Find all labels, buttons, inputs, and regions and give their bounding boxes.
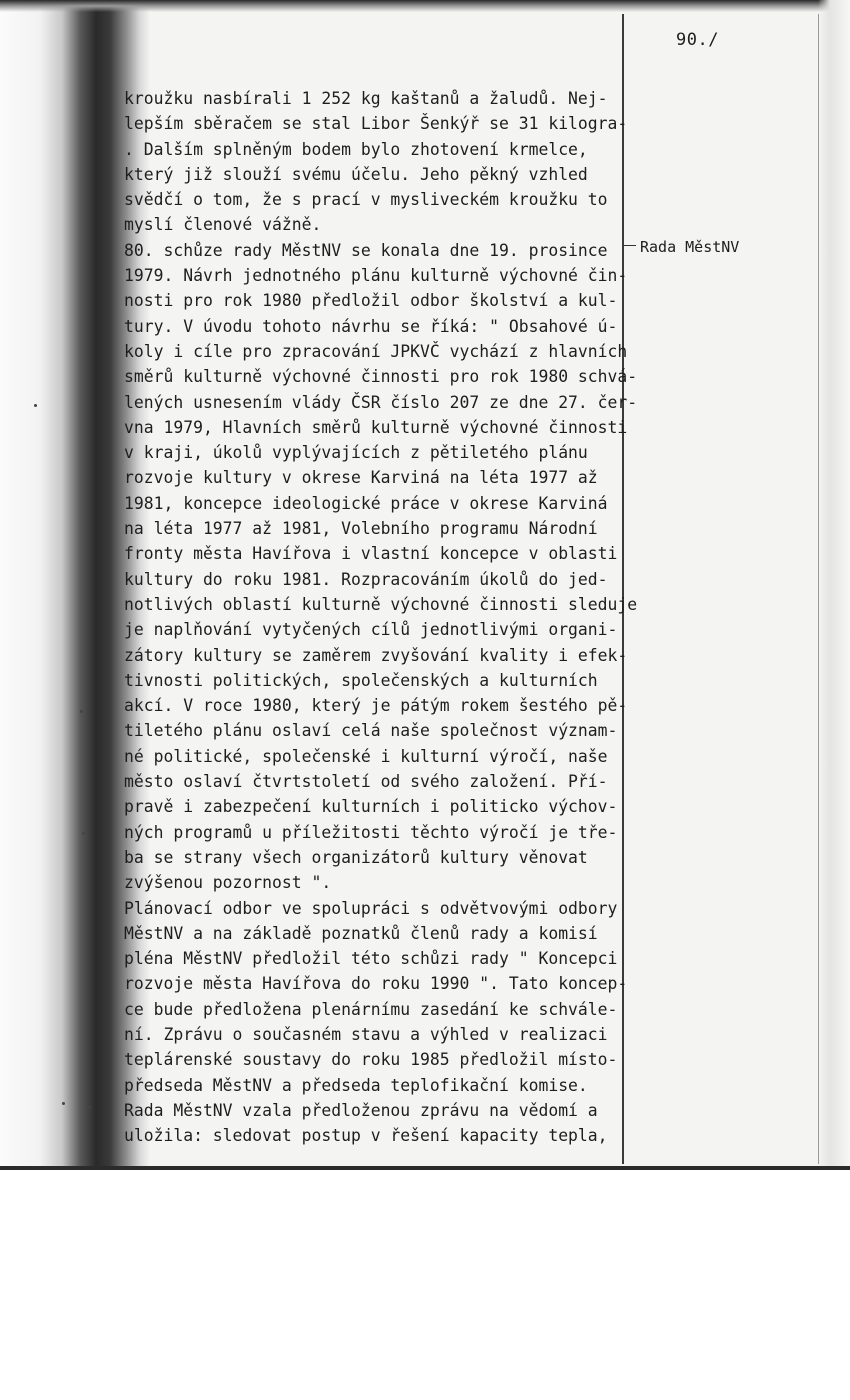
text-line: 80. schůze rady MěstNV se konala dne 19. prosince [124, 240, 608, 260]
text-line: . Dalším splněným bodem bylo zhotovení krmelce, [124, 139, 588, 159]
text-line: rozvoje města Havířova do roku 1990 ". Tato koncep- [124, 974, 628, 994]
text-line: směrů kulturně výchovné činnosti pro rok 1980 schvá- [124, 367, 638, 387]
text-line: nosti pro rok 1980 předložil odbor školství a kul- [124, 291, 618, 311]
text-line: na léta 1977 až 1981, Volebního programu Národní [124, 519, 598, 539]
text-line: zvýšenou pozornost ". [124, 873, 332, 893]
outer-margin-rule [818, 14, 819, 1164]
text-line: né politické, společenské i kulturní výročí, naše [124, 746, 608, 766]
text-line: teplárenské soustavy do roku 1985 předložil místo- [124, 1050, 618, 1070]
text-line: ných programů u příležitosti těchto výročí je tře- [124, 822, 618, 842]
text-line: uložila: sledovat postup v řešení kapacity tepla, [124, 1126, 608, 1146]
text-line: tiletého plánu oslaví celá naše společnost význam- [124, 721, 618, 741]
text-line: tivnosti politických, společenských a kulturních [124, 670, 598, 690]
text-line: město oslaví čtvrtstoletí od svého založení. Pří- [124, 772, 608, 792]
text-line: který již slouží svému účelu. Jeho pěkný vzhled [124, 164, 588, 184]
text-line: fronty města Havířova i vlastní koncepce v oblasti [124, 544, 618, 564]
text-line: předseda MěstNV a předseda teplofikační komise. [124, 1075, 588, 1095]
margin-note: Rada MěstNV [640, 238, 740, 256]
text-line: lených usnesením vlády ČSR číslo 207 ze dne 27. čer- [124, 392, 638, 412]
top-edge-shadow [0, 0, 850, 12]
text-line: zátory kultury se zaměrem zvyšování kvality i efek- [124, 645, 628, 665]
text-line: v kraji, úkolů vyplývajících z pětiletého plánu [124, 443, 588, 463]
text-line: 1981, koncepce ideologické práce v okrese Karviná [124, 493, 608, 513]
text-line: myslí členové vážně. [124, 215, 322, 235]
text-line: ní. Zprávu o současném stavu a výhled v realizaci [124, 1024, 608, 1044]
scan-specks [28, 380, 108, 1140]
text-line: koly i cíle pro zpracování JPKVČ vychází z hlavních [124, 341, 628, 361]
text-line: tury. V úvodu tohoto návrhu se říká: " Obsahové ú- [124, 316, 618, 336]
text-line: MěstNV a na základě poznatků členů rady a komisí [124, 923, 598, 943]
text-line: lepším sběračem se stal Libor Šenkýř se 31 kilogra- [124, 114, 628, 134]
text-line: 1979. Návrh jednotného plánu kulturně výchovné čin- [124, 266, 628, 286]
page-bottom-edge [0, 1166, 850, 1170]
text-line: Rada MěstNV vzala předloženou zprávu na vědomí a [124, 1100, 598, 1120]
text-line: Plánovací odbor ve spolupráci s odvětvovými odbory [124, 898, 618, 918]
text-line: pléna MěstNV předložil této schůzi rady " Koncepci [124, 949, 618, 969]
text-line: notlivých oblastí kulturně výchovné činnosti sleduje [124, 594, 638, 614]
text-line: ba se strany všech organizátorů kultury věnovat [124, 847, 588, 867]
text-line: rozvoje kultury v okrese Karviná na léta 1977 až [124, 468, 598, 488]
text-line: pravě i zabezpečení kulturních i politicko výchov- [124, 797, 618, 817]
text-line: akcí. V roce 1980, který je pátým rokem šestého pě- [124, 696, 628, 716]
text-line: ce bude předložena plenárnímu zasedání ke schvále- [124, 999, 618, 1019]
page-number: 90./ [676, 30, 719, 50]
body-text [124, 86, 644, 1148]
text-line: je naplňování vytyčených cílů jednotlivými organi- [124, 620, 618, 640]
text-line: kroužku nasbírali 1 252 kg kaštanů a žaludů. Nej- [124, 89, 608, 108]
page-right-edge [818, 0, 850, 1170]
text-line: vna 1979, Hlavních směrů kulturně výchovné činnosti [124, 417, 628, 437]
text-line: kultury do roku 1981. Rozpracováním úkolů do jed- [124, 569, 608, 589]
text-line: svědčí o tom, že s prací v mysliveckém kroužku to [124, 190, 608, 210]
